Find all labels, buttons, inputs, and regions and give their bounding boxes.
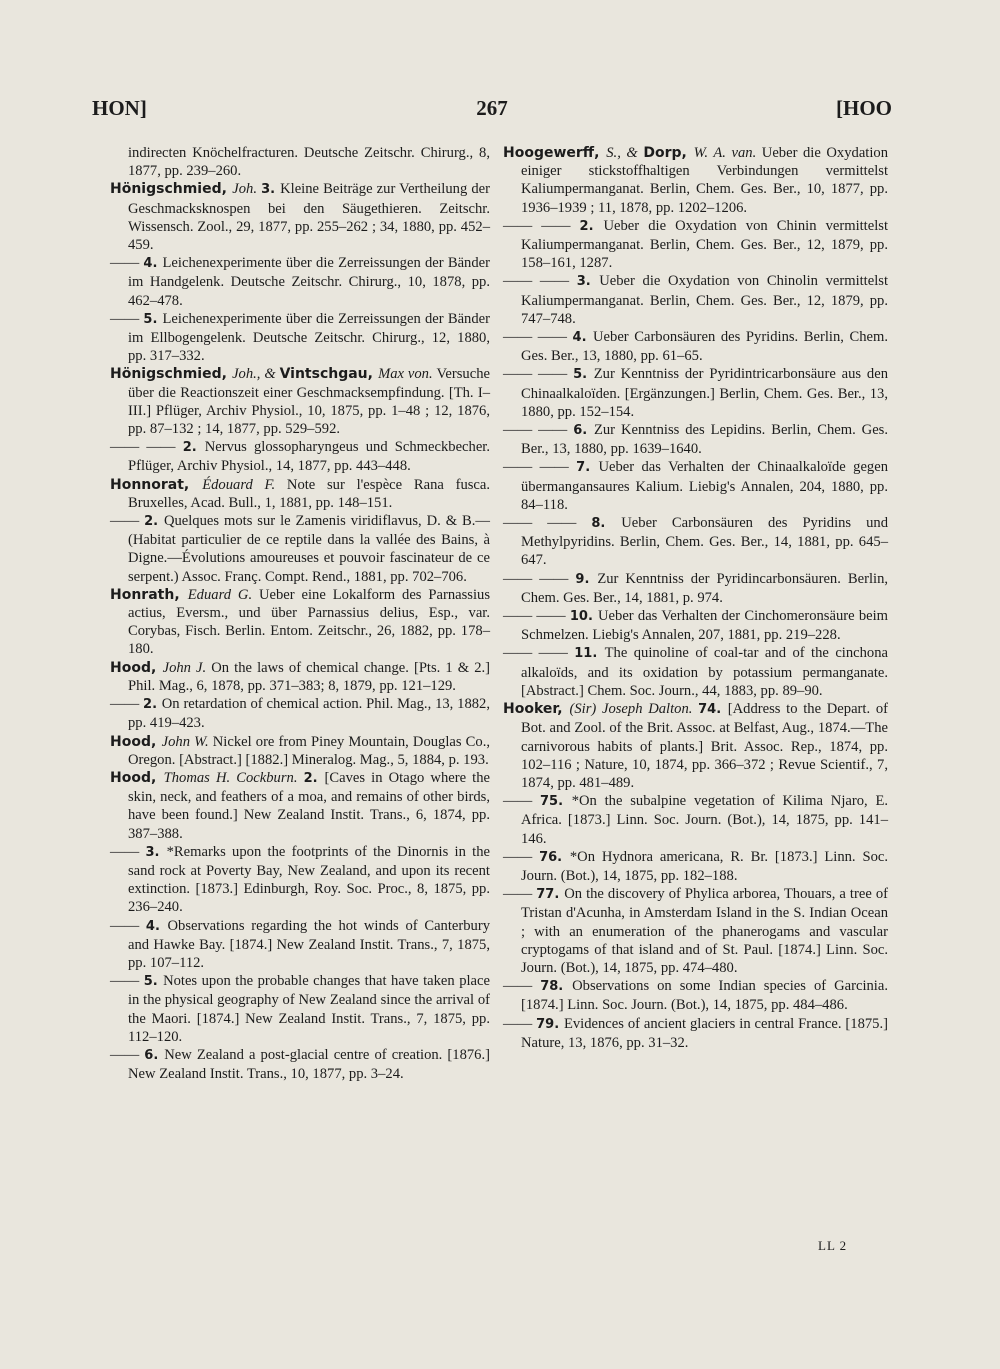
entry-number: 3. bbox=[576, 274, 600, 290]
bibliography-entry bbox=[503, 607, 888, 644]
entry-text: Ueber Carbonsäuren des Pyridins und Methylpyridins. Berlin, Chem. Ges. Ber., 14, 1881, pp. 645–647. bbox=[521, 515, 888, 569]
bibliography-entry bbox=[110, 769, 490, 843]
entry-text: Ueber die Oxydation von Chinolin vermittelst Kaliumpermanganat. Berlin, Chem. Ges. Ber., 12, 1879, pp. 747–748. bbox=[521, 273, 889, 327]
entry-text: *Remarks upon the footprints of the Dinornis in the sand rock at Poverty Bay, New Zealand, and upon its recent extinction. [1873.] Edinburgh, Roy. Soc. Proc., 8, 1875, pp. 236–240. bbox=[128, 843, 490, 916]
entry-number: 7. bbox=[576, 460, 599, 476]
entry-author-given: John J. bbox=[162, 659, 212, 676]
entry-number: 2. bbox=[182, 440, 205, 456]
bibliography-entry bbox=[110, 659, 490, 695]
entry-text: Ueber die Oxydation von Chinin vermittelst Kaliumpermanganat. Berlin, Chem. Ges. Ber., 12, 1879, pp. 158–161, 1287. bbox=[521, 217, 889, 272]
entry-number: 77. bbox=[536, 887, 565, 903]
entry-number: 75. bbox=[539, 794, 572, 810]
entry-text: Nervus glossopharyngeus und Schmeckbecher. Pflüger, Archiv Physiol., 14, 1877, pp. 443–448. bbox=[128, 439, 490, 475]
bibliography-entry bbox=[110, 586, 490, 659]
entry-ditto-dash: —— —— bbox=[503, 366, 574, 383]
entry-text: Evidences of ancient glaciers in central France. [1875.] Nature, 13, 1876, pp. 31–32. bbox=[521, 1015, 888, 1051]
entry-text: [Caves in Otago where the skin, neck, and feathers of a moa, and remains of other birds, have been found.] New Zealand Instit. Trans., 6, 1874, pp. 387–388. bbox=[128, 769, 490, 842]
entry-text: Observations regarding the hot winds of Canterbury and Hawke Bay. [1874.] New Zealand Instit. Trans., 7, 1875, pp. 107–112. bbox=[128, 917, 490, 971]
entry-author: Hood, bbox=[110, 733, 162, 750]
entry-number: 10. bbox=[569, 609, 599, 625]
entry-text: Ueber das Verhalten der Cinchomeronsäure beim Schmelzen. Liebig's Annalen, 207, 1881, pp. 219–228. bbox=[521, 608, 889, 644]
entry-text: Ueber das Verhalten der Chinaalkaloïde gegen übermangansaures Kalium. Liebig's Annalen, 204, 1880, pp. 84–118. bbox=[521, 459, 889, 513]
entry-ditto-dash: —— —— bbox=[503, 645, 575, 662]
entry-ditto-dash: —— —— bbox=[503, 273, 577, 290]
entry-text: Ueber die Oxydation einiger stickstoffhaltigen Verbindungen vermittelst Kaliumpermanganat. Berlin, Chem. Ges. Ber., 10, 1877, pp. 1936–1939 ; 11, 1878, pp. 1202–1206. bbox=[521, 145, 888, 216]
entry-author-given: Thomas H. Cockburn. bbox=[163, 769, 304, 786]
entry-text: Nickel ore from Piney Mountain, Douglas Co., Oregon. [Abstract.] [1882.] Mineralog. Mag., 5, 1884, p. 193. bbox=[128, 733, 491, 768]
bibliography-entry bbox=[503, 144, 888, 217]
entry-text: New Zealand a post-glacial centre of creation. [1876.] New Zealand Instit. Trans., 10, 1877, pp. 3–24. bbox=[128, 1046, 490, 1083]
bibliography-entry bbox=[503, 644, 888, 700]
bibliography-entry bbox=[110, 180, 490, 254]
entry-text: On the laws of chemical change. [Pts. 1 & 2.] Phil. Mag., 6, 1878, pp. 371–383; 8, 1879, pp. 121–129. bbox=[128, 659, 491, 694]
entry-text: *On the subalpine vegetation of Kilima Njaro, E. Africa. [1873.] Linn. Soc. Journ. (Bot.), 14, 1875, pp. 141–146. bbox=[521, 793, 889, 847]
bibliography-entry bbox=[110, 972, 490, 1046]
left-column bbox=[110, 144, 490, 1083]
entry-author-given: Joh., & bbox=[232, 366, 280, 383]
entry-number: 2. bbox=[579, 218, 604, 234]
running-header bbox=[92, 96, 892, 128]
entry-ditto-dash: —— —— bbox=[503, 515, 592, 532]
entry-author: Hooker, bbox=[503, 701, 570, 718]
entry-author: Honrath, bbox=[110, 586, 188, 603]
bibliography-entry bbox=[503, 217, 888, 273]
bibliography-entry bbox=[503, 365, 888, 421]
entry-ditto-dash: —— bbox=[503, 1015, 537, 1032]
entry-text: Versuche über die Reactionszeit einer Geschmacksempfindung. [Th. I–III.] Pflüger, Archiv Physiol., 10, 1875, pp. 1–48 ; 12, 1876, pp. 87–132 ; 14, 1877, pp. 529–592. bbox=[128, 366, 490, 438]
entry-author-given: John W. bbox=[161, 733, 213, 750]
bibliography-entry bbox=[503, 514, 888, 570]
entry-text: On the discovery of Phylica arborea, Thouars, a tree of Tristan d'Acunha, in Amsterdam Island in the S. Indian Ocean ; with an enumeration of the phanerogams and vascular cryptogams of that island and of St. Paul. [1874.] Linn. Soc. Journ. (Bot.), 14, 1875, pp. 474–480. bbox=[521, 886, 888, 976]
bibliography-entry bbox=[110, 917, 490, 973]
bibliography-entry bbox=[110, 733, 490, 769]
bibliography-entry bbox=[503, 328, 888, 365]
entry-number: 8. bbox=[591, 516, 622, 532]
entry-ditto-dash: —— bbox=[110, 843, 146, 860]
bibliography-entry bbox=[110, 144, 490, 180]
bibliography-entry bbox=[110, 438, 490, 475]
entry-coauthor: Dorp, bbox=[643, 145, 694, 161]
entry-author-given: S., & bbox=[606, 145, 644, 161]
entry-number: 5. bbox=[143, 311, 163, 327]
entry-author: Hood, bbox=[110, 769, 164, 786]
entry-text: The quinoline of coal-tar and of the cinchona alkaloïds, and its oxidation by potassium permanganate. [Abstract.] Chem. Soc. Journ., 44, 1883, pp. 89–90. bbox=[521, 645, 888, 699]
bibliography-entry bbox=[110, 843, 490, 917]
entry-ditto-dash: —— bbox=[110, 917, 146, 934]
entry-number: 5. bbox=[143, 974, 164, 990]
bibliography-entry bbox=[503, 421, 888, 458]
entry-text: [Address to the Depart. of Bot. and Zool. of the Brit. Assoc. at Belfast, Aug., 1874.—The carnivorous habits of plants.] Brit. Assoc. Rep., 1874, pp. 102–116 ; Nature, 10, 1874, pp. 366–372 ; Revue Scientif., 7, 1874, pp. 481–489. bbox=[521, 701, 888, 791]
entry-number: 2. bbox=[303, 770, 325, 786]
entry-text: Note sur l'espèce Rana fusca. Bruxelles, Acad. Bull., 1, 1881, pp. 148–151. bbox=[128, 476, 491, 511]
entry-number: 5. bbox=[573, 367, 594, 383]
entry-number: 6. bbox=[144, 1047, 165, 1063]
entry-text: On retardation of chemical action. Phil. Mag., 13, 1882, pp. 419–423. bbox=[128, 696, 490, 732]
bibliography-entry bbox=[110, 1046, 490, 1083]
entry-number: 9. bbox=[575, 571, 598, 587]
entry-author: Hönigschmied, bbox=[110, 181, 233, 198]
bibliography-entry bbox=[503, 792, 888, 848]
entry-ditto-dash: —— —— bbox=[110, 439, 183, 456]
entry-author-given: Édouard F. bbox=[202, 476, 287, 493]
entry-ditto-dash: —— bbox=[110, 1046, 145, 1063]
entry-number: 74. bbox=[698, 702, 728, 718]
bibliography-entry bbox=[110, 512, 490, 586]
bibliography-entry bbox=[110, 365, 490, 438]
entry-ditto-dash: —— —— bbox=[503, 217, 580, 234]
entry-number: 6. bbox=[573, 423, 594, 439]
entry-number: 3. bbox=[261, 182, 281, 198]
bibliography-entry bbox=[110, 254, 490, 310]
page-number: 267 bbox=[476, 96, 508, 120]
bibliography-entry bbox=[503, 700, 888, 792]
bibliography-entry bbox=[503, 570, 888, 607]
header-right: [HOO bbox=[836, 96, 892, 120]
entry-author: Hoogewerff, bbox=[503, 145, 607, 161]
bibliography-entry bbox=[503, 272, 888, 328]
entry-number: 78. bbox=[540, 979, 573, 995]
entry-ditto-dash: —— bbox=[503, 793, 540, 810]
entry-author-given: Eduard G. bbox=[187, 586, 259, 603]
entry-coauthor-given: Max von. bbox=[378, 366, 437, 383]
entry-number: 3. bbox=[145, 844, 167, 860]
entry-text: Ueber eine Lokalform des Parnassius actius, Eversm., und über Parnassius delius, Esp., var. Corybas, Fisch. Berlin. Entom. Zeitschr., 26, 1882, pp. 178–180. bbox=[128, 586, 490, 658]
entry-ditto-dash: —— —— bbox=[503, 570, 576, 587]
entry-ditto-dash: —— —— bbox=[503, 329, 573, 346]
bibliography-entry bbox=[503, 1015, 888, 1052]
entry-author: Hood, bbox=[110, 659, 163, 676]
entry-author-given: (Sir) Joseph Dalton. bbox=[569, 701, 699, 718]
bibliography-entry bbox=[503, 977, 888, 1014]
entry-number: 4. bbox=[145, 918, 168, 934]
entry-author: Hönigschmied, bbox=[110, 366, 233, 383]
entry-coauthor: Vintschgau, bbox=[279, 366, 379, 383]
bibliography-entry bbox=[110, 476, 490, 512]
entry-author-given: Joh. bbox=[232, 181, 262, 198]
entry-number: 4. bbox=[143, 256, 163, 272]
entry-text: Observations on some Indian species of Garcinia. [1874.] Linn. Soc. Journ. (Bot.), 14, 1875, pp. 484–486. bbox=[521, 978, 888, 1014]
entry-ditto-dash: —— bbox=[503, 978, 541, 995]
entry-ditto-dash: —— bbox=[110, 513, 145, 530]
entry-text: indirecten Knöchelfracturen. Deutsche Zeitschr. Chirurg., 8, 1877, pp. 239–260. bbox=[128, 145, 490, 180]
entry-ditto-dash: —— bbox=[503, 886, 537, 903]
entry-text: Quelques mots sur le Zamenis viridiflavus, D. & B.—(Habitat particulier de ce reptile dans la vallée des Bains, à Digne.—Évolutions amoureuses et pouvoir fascinateur de ce serpent.) Assoc. Franç. Compt. Rend., 1881, pp. 702–706. bbox=[128, 513, 490, 585]
entry-ditto-dash: —— bbox=[110, 310, 144, 327]
entry-coauthor-given: W. A. van. bbox=[693, 145, 762, 161]
bibliography-entry bbox=[503, 848, 888, 885]
entry-ditto-dash: —— —— bbox=[503, 459, 577, 476]
entry-ditto-dash: —— bbox=[110, 255, 144, 272]
entry-text: *On Hydnora americana, R. Br. [1873.] Linn. Soc. Journ. (Bot.), 14, 1875, pp. 182–188. bbox=[521, 848, 888, 884]
bibliography-entry bbox=[503, 458, 888, 514]
entry-text: Zur Kenntniss der Pyridincarbonsäuren. Berlin, Chem. Ges. Ber., 14, 1881, p. 974. bbox=[521, 570, 889, 606]
entry-text: Notes upon the probable changes that have taken place in the physical geography of New Zealand since the arrival of the Maori. [1874.] New Zealand Instit. Trans., 7, 1875, pp. 112–120. bbox=[128, 973, 490, 1045]
entry-number: 76. bbox=[539, 849, 570, 865]
entry-text: Kleine Beiträge zur Vertheilung der Geschmacksknospen bei den Säugethieren. Zeitschr. Wissensch. Zool., 29, 1877, pp. 255–262 ; 34, 1880, pp. 452–459. bbox=[128, 181, 490, 254]
signature-mark: LL 2 bbox=[818, 1238, 848, 1253]
entry-number: 4. bbox=[572, 330, 593, 346]
header-left: HON] bbox=[92, 96, 147, 120]
entry-text: Zur Kenntniss der Pyridintricarbonsäure aus den Chinaalkaloïden. [Ergänzungen.] Berlin, Chem. Ges. Ber., 13, 1880, pp. 152–154. bbox=[521, 366, 889, 420]
entry-number: 2. bbox=[144, 514, 164, 530]
entry-text: Zur Kenntniss des Lepidins. Berlin, Chem. Ges. Ber., 13, 1880, pp. 1639–1640. bbox=[521, 422, 888, 458]
bibliography-entry bbox=[503, 885, 888, 977]
entry-ditto-dash: —— bbox=[503, 848, 540, 865]
entry-author: Honnorat, bbox=[110, 476, 203, 493]
entry-ditto-dash: —— bbox=[110, 973, 144, 990]
entry-number: 11. bbox=[574, 646, 605, 662]
entry-text: Leichenexperimente über die Zerreissungen der Bänder im Handgelenk. Deutsche Zeitschr. Chirurg., 10, 1878, pp. 462–478. bbox=[128, 255, 490, 309]
entry-ditto-dash: —— —— bbox=[503, 422, 574, 439]
entry-number: 79. bbox=[536, 1016, 564, 1032]
entry-ditto-dash: —— —— bbox=[503, 608, 570, 625]
entry-ditto-dash: —— bbox=[110, 696, 144, 713]
bibliography-entry bbox=[110, 695, 490, 732]
entry-text: Ueber Carbonsäuren des Pyridins. Berlin, Chem. Ges. Ber., 13, 1880, pp. 61–65. bbox=[521, 329, 889, 365]
entry-number: 2. bbox=[143, 697, 162, 713]
right-column bbox=[503, 144, 888, 1052]
entry-text: Leichenexperimente über die Zerreissungen der Bänder im Ellbogengelenk. Deutsche Zeitschr. Chirurg., 12, 1880, pp. 317–332. bbox=[128, 310, 490, 365]
bibliography-entry bbox=[110, 310, 490, 366]
